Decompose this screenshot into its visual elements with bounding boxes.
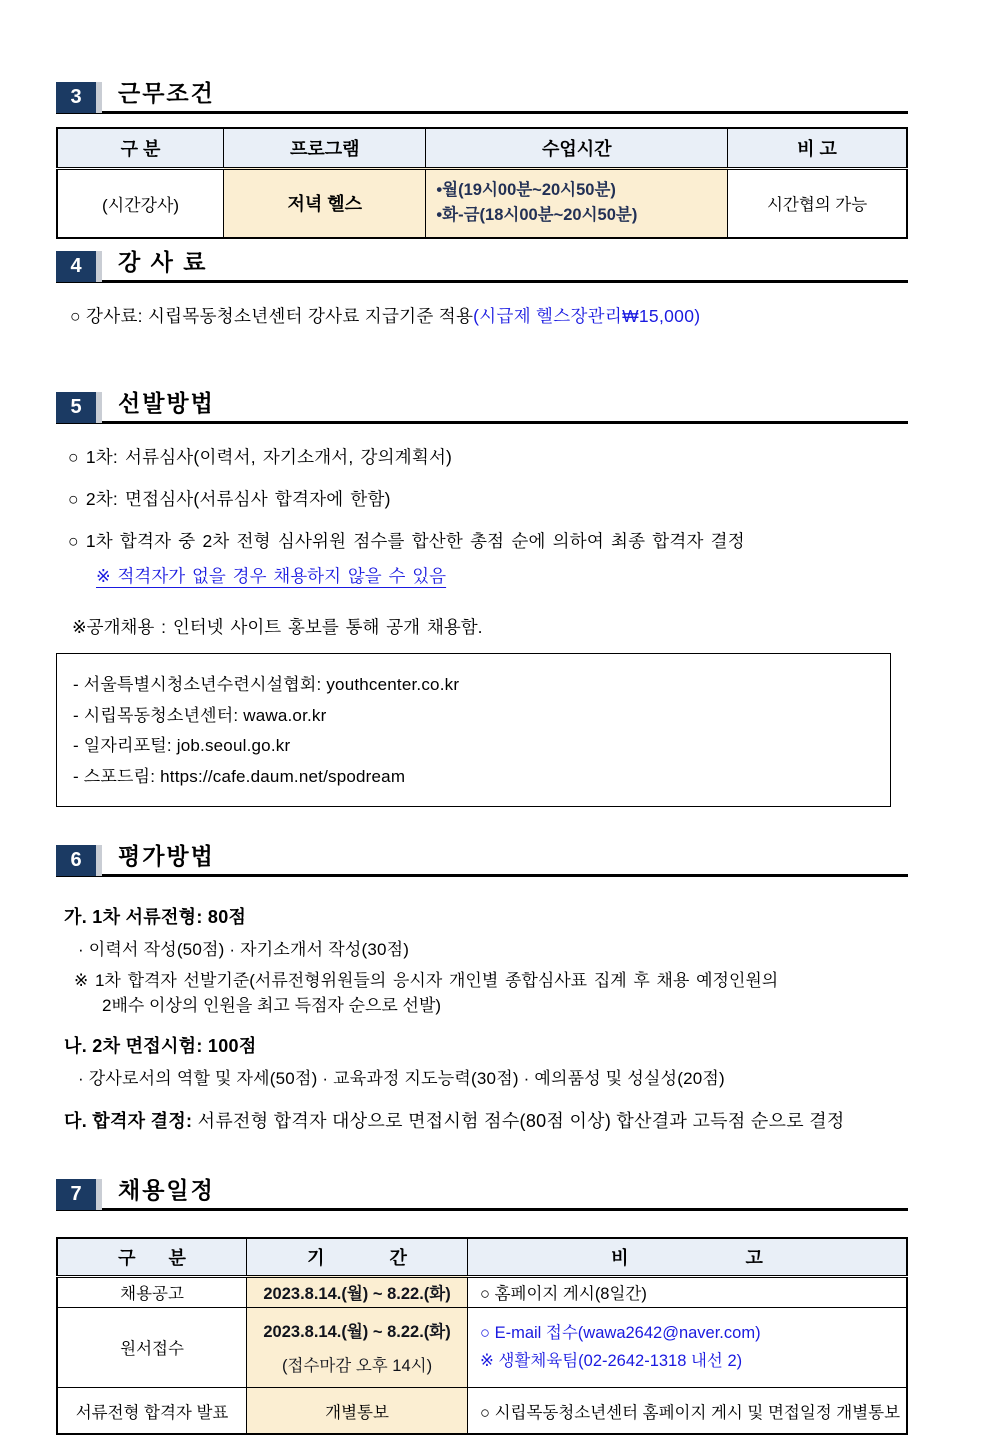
hiring-schedule-table: [56, 1237, 908, 1435]
eval-stage2-title: 나. 2차 면접시험: 100점: [64, 1036, 257, 1057]
table-header-row: [57, 1238, 907, 1276]
class-time-line-1: •월(19시00분~20시50분): [436, 180, 616, 199]
section-6-header: [56, 843, 908, 877]
col-header-category: 구 분: [57, 1238, 247, 1276]
selection-step-1: ○ 1차: 서류심사(이력서, 자기소개서, 강의계획서): [68, 447, 453, 467]
cell-class-time: [426, 168, 728, 238]
section-5-number-badge: 5: [56, 392, 102, 423]
table-row-result-announcement: [57, 1387, 907, 1434]
cell-category: 서류전형 합격자 발표: [57, 1387, 247, 1434]
section-3-title: 근무조건: [118, 80, 215, 106]
email-submission-note: ○ E-mail 접수(wawa2642@naver.com): [480, 1324, 761, 1343]
section-7-number-badge: 7: [56, 1179, 102, 1210]
cell-note: ○ 홈페이지 게시(8일간): [468, 1276, 907, 1307]
section-3-header: [56, 80, 908, 114]
section-7-title: 채용일정: [118, 1177, 215, 1204]
site-link-job-seoul: - 일자리포털: job.seoul.go.kr: [73, 736, 291, 756]
cell-period: [247, 1307, 468, 1387]
cell-note: [468, 1307, 907, 1387]
eval-stage1-title: 가. 1차 서류전형: 80점: [64, 907, 247, 928]
selection-step-2: ○ 2차: 면접심사(서류심사 합격자에 한함): [68, 489, 391, 509]
final-decision-text: 서류전형 합격자 대상으로 면접시험 점수(80점 이상) 합산결과 고득점 순으로 결정: [197, 1111, 845, 1132]
site-link-spodream: - 스포드림: https://cafe.daum.net/spodream: [73, 766, 406, 786]
selection-step-3: ○ 1차 합격자 중 2차 전형 심사위원 점수를 합산한 총점 순에 의하여 최종 합격자 결정: [68, 531, 745, 551]
class-time-line-2: •화-금(18시00분~20시50분): [436, 206, 638, 225]
cell-note: 시간협의 가능: [728, 168, 907, 238]
section-6-title: 평가방법: [118, 843, 215, 870]
cell-period: 개별통보: [247, 1387, 468, 1434]
col-header-category: 구 분: [57, 128, 224, 168]
section-5-header: [56, 390, 908, 424]
table-row-announcement: [57, 1276, 907, 1307]
table-row-application: [57, 1307, 907, 1387]
no-suitable-candidate-note: ※ 적격자가 없을 경우 채용하지 않을 수 있음: [96, 566, 447, 586]
cell-category: 채용공고: [57, 1276, 247, 1307]
cell-category: 원서접수: [57, 1307, 247, 1387]
fee-line: [70, 303, 908, 328]
eval-stage1-note-line1: ※ 1차 합격자 선발기준(서류전형위원들의 응시자 개인별 종합심사표 집계 후 채용 예정인원의: [74, 971, 779, 991]
col-header-period: 기 간: [247, 1238, 468, 1276]
eval-stage2-criteria: · 강사로서의 역할 및 자세(50점) · 교육과정 지도능력(30점) · 예의품성 및 성실성(20점): [78, 1069, 725, 1089]
eval-stage1-note-line2: 2배수 이상의 인원을 최고 득점자 순으로 선발): [102, 996, 442, 1016]
site-link-youthcenter: - 서울특별시청소년수련시설협회: youthcenter.co.kr: [73, 675, 460, 694]
section-7-header: [56, 1177, 908, 1211]
table-row: [57, 168, 907, 238]
section-4-title: 강 사 료: [118, 249, 208, 275]
final-decision-line: [64, 1107, 908, 1133]
col-header-program: 프로그램: [224, 128, 426, 168]
section-3-number-badge: 3: [56, 82, 102, 113]
site-link-wawa: - 시립목동청소년센터: wawa.or.kr: [73, 705, 327, 725]
application-period: 2023.8.14.(월) ~ 8.22.(화): [263, 1323, 451, 1342]
col-header-class-time: 수업시간: [426, 128, 728, 168]
open-recruitment-note: ※공개채용 : 인터넷 사이트 홍보를 통해 공개 채용함.: [72, 617, 483, 637]
application-deadline: (접수마감 오후 14시): [282, 1357, 433, 1376]
cell-note: ○ 시립목동청소년센터 홈페이지 게시 및 면접일정 개별통보: [468, 1387, 907, 1434]
contact-phone-note: ※ 생활체육팀(02-2642-1318 내선 2): [480, 1352, 743, 1371]
cell-period: 2023.8.14.(월) ~ 8.22.(화): [247, 1276, 468, 1307]
section-4-header: [56, 249, 908, 283]
cell-program: 저녁 헬스: [224, 168, 426, 238]
fee-text: ○ 강사료: 시립목동청소년센터 강사료 지급기준 적용: [70, 306, 474, 326]
cell-category: (시간강사): [57, 168, 224, 238]
section-4-number-badge: 4: [56, 251, 102, 282]
recruitment-sites-box: [56, 653, 891, 807]
working-conditions-table: [56, 127, 908, 239]
eval-stage1-criteria: · 이력서 작성(50점) · 자기소개서 작성(30점): [78, 940, 410, 960]
col-header-note: 비 고: [468, 1238, 907, 1276]
col-header-note: 비 고: [728, 128, 907, 168]
fee-highlight: (시급제 헬스장관리₩15,000): [473, 306, 701, 326]
table-header-row: [57, 128, 907, 168]
section-5-title: 선발방법: [118, 390, 215, 416]
final-decision-label: 다. 합격자 결정:: [64, 1111, 193, 1132]
section-6-number-badge: 6: [56, 845, 102, 876]
